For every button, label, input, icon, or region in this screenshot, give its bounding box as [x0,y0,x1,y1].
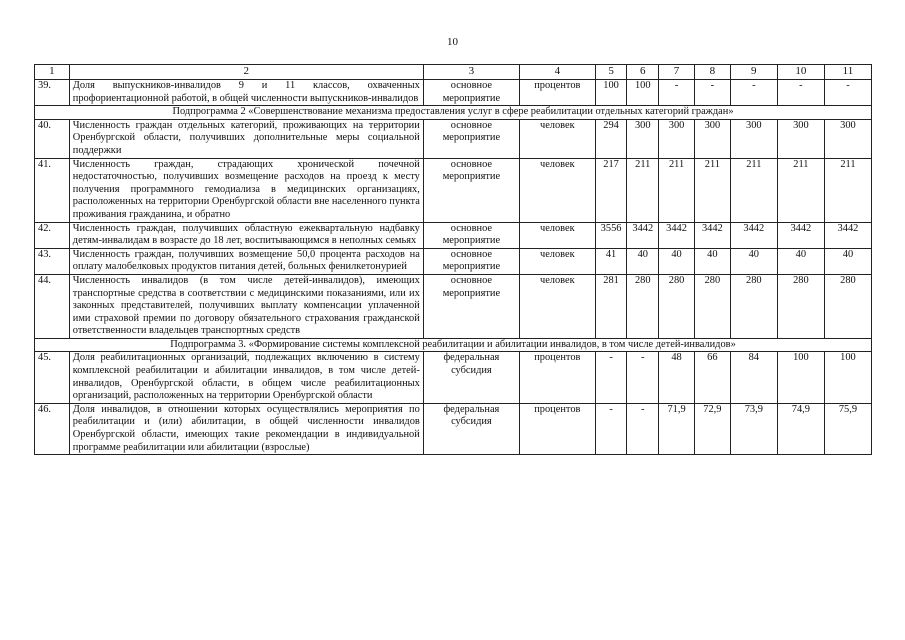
value-cell: 280 [824,274,871,338]
value-cell: 3442 [627,222,659,248]
table-header-row [35,65,872,80]
value-cell: 40 [627,248,659,274]
value-cell: 3442 [659,222,695,248]
row-number: 41. [35,158,70,222]
value-cell: 3442 [824,222,871,248]
value-cell: 40 [694,248,730,274]
indicator-name: Численность инвалидов (в том числе детей-инвалидов), имеющих транспортные средства в соответствии с медицинскими показаниями, или их законных представителей, получивших выплату компенсации уплаченной ими страховой премии по договору обязательного страхования гражданской ответственности владельцев транспортных средств [69,274,423,338]
value-cell: 281 [595,274,627,338]
value-cell: 72,9 [694,403,730,454]
column-header: 5 [595,65,627,80]
value-cell: 71,9 [659,403,695,454]
value-cell: 300 [627,119,659,158]
value-cell: 280 [659,274,695,338]
event-type: федеральная субсидия [423,403,519,454]
value-cell: 40 [659,248,695,274]
value-cell: 280 [730,274,777,338]
value-cell: 40 [730,248,777,274]
value-cell: - [694,80,730,106]
event-type: основное мероприятие [423,248,519,274]
table-row [35,248,872,274]
row-number: 43. [35,248,70,274]
value-cell: 40 [777,248,824,274]
value-cell: 73,9 [730,403,777,454]
row-number: 44. [35,274,70,338]
value-cell: 100 [595,80,627,106]
subprogram-row [35,338,872,352]
value-cell: - [627,352,659,403]
indicators-table [34,64,872,455]
table-row [35,119,872,158]
value-cell: 300 [730,119,777,158]
value-cell: 3442 [694,222,730,248]
value-cell: - [777,80,824,106]
value-cell: 294 [595,119,627,158]
value-cell: 75,9 [824,403,871,454]
value-cell: 40 [824,248,871,274]
value-cell: 300 [777,119,824,158]
value-cell: - [824,80,871,106]
row-number: 39. [35,80,70,106]
table-row [35,403,872,454]
unit: человек [519,222,595,248]
value-cell: 211 [730,158,777,222]
value-cell: 211 [627,158,659,222]
table-row [35,80,872,106]
indicator-name: Численность граждан, получивших областную ежеквартальную надбавку детям-инвалидам в возрасте до 18 лет, воспитывающимся в неполных семьях [69,222,423,248]
value-cell: 300 [824,119,871,158]
indicator-name: Численность граждан отдельных категорий, проживающих на территории Оренбургской области, получивших дополнительные меры социальной поддержки [69,119,423,158]
value-cell: - [730,80,777,106]
row-number: 42. [35,222,70,248]
column-header: 9 [730,65,777,80]
indicator-name: Доля реабилитационных организаций, подлежащих включению в систему комплексной реабилитации и абилитации инвалидов, в том числе детей-инвалидов, Оренбургской области, в общем числе реабилитационных организаций, расположенных на территории Оренбургской области [69,352,423,403]
value-cell: 211 [659,158,695,222]
value-cell: 280 [627,274,659,338]
event-type: основное мероприятие [423,158,519,222]
value-cell: 84 [730,352,777,403]
column-header: 2 [69,65,423,80]
unit: человек [519,248,595,274]
table-row [35,352,872,403]
value-cell: 211 [777,158,824,222]
value-cell: 280 [777,274,824,338]
value-cell: 66 [694,352,730,403]
value-cell: 3556 [595,222,627,248]
value-cell: - [627,403,659,454]
subprogram-title: Подпрограмма 2 «Совершенствование механизма предоставления услуг в сфере реабилитации отдельных категорий граждан» [35,106,872,120]
table-row [35,274,872,338]
table-row [35,222,872,248]
value-cell: 300 [659,119,695,158]
unit: процентов [519,403,595,454]
value-cell: 211 [694,158,730,222]
value-cell: 3442 [730,222,777,248]
column-header: 3 [423,65,519,80]
value-cell: 100 [627,80,659,106]
table-row [35,158,872,222]
indicator-name: Численность граждан, получивших возмещение 50,0 процента расходов на оплату малобелковых продуктов питания детей, больных фенилкетонурией [69,248,423,274]
column-header: 11 [824,65,871,80]
value-cell: - [659,80,695,106]
subprogram-row [35,106,872,120]
event-type: основное мероприятие [423,119,519,158]
value-cell: - [595,403,627,454]
value-cell: 280 [694,274,730,338]
value-cell: 100 [824,352,871,403]
column-header: 8 [694,65,730,80]
column-header: 7 [659,65,695,80]
indicator-name: Численность граждан, страдающих хронической почечной недостаточностью, получивших возмещение расходов на проезд к месту получения программного гемодиализа в медицинских организациях, расположенных на территории Оренбургской области вне населенного пункта проживания гражданина, и обратно [69,158,423,222]
value-cell: 74,9 [777,403,824,454]
value-cell: 211 [824,158,871,222]
unit: человек [519,274,595,338]
value-cell: 41 [595,248,627,274]
value-cell: 3442 [777,222,824,248]
indicator-name: Доля инвалидов, в отношении которых осуществлялись мероприятия по реабилитации и (или) абилитации, в общей численности инвалидов Оренбургской области, имеющих такие рекомендации в индивидуальной программе реабилитации или абилитации (взрослые) [69,403,423,454]
row-number: 40. [35,119,70,158]
event-type: основное мероприятие [423,274,519,338]
column-header: 10 [777,65,824,80]
value-cell: - [595,352,627,403]
column-header: 1 [35,65,70,80]
value-cell: 217 [595,158,627,222]
row-number: 45. [35,352,70,403]
unit: человек [519,119,595,158]
indicator-name: Доля выпускников-инвалидов 9 и 11 классов, охваченных профориентационной работой, в общей численности выпускников-инвалидов [69,80,423,106]
event-type: основное мероприятие [423,80,519,106]
column-header: 6 [627,65,659,80]
event-type: федеральная субсидия [423,352,519,403]
column-header: 4 [519,65,595,80]
page-number: 10 [447,36,458,48]
value-cell: 100 [777,352,824,403]
unit: процентов [519,80,595,106]
subprogram-title: Подпрограмма 3. «Формирование системы комплексной реабилитации и абилитации инвалидов, в том числе детей-инвалидов» [35,338,872,352]
event-type: основное мероприятие [423,222,519,248]
value-cell: 48 [659,352,695,403]
unit: процентов [519,352,595,403]
row-number: 46. [35,403,70,454]
value-cell: 300 [694,119,730,158]
unit: человек [519,158,595,222]
